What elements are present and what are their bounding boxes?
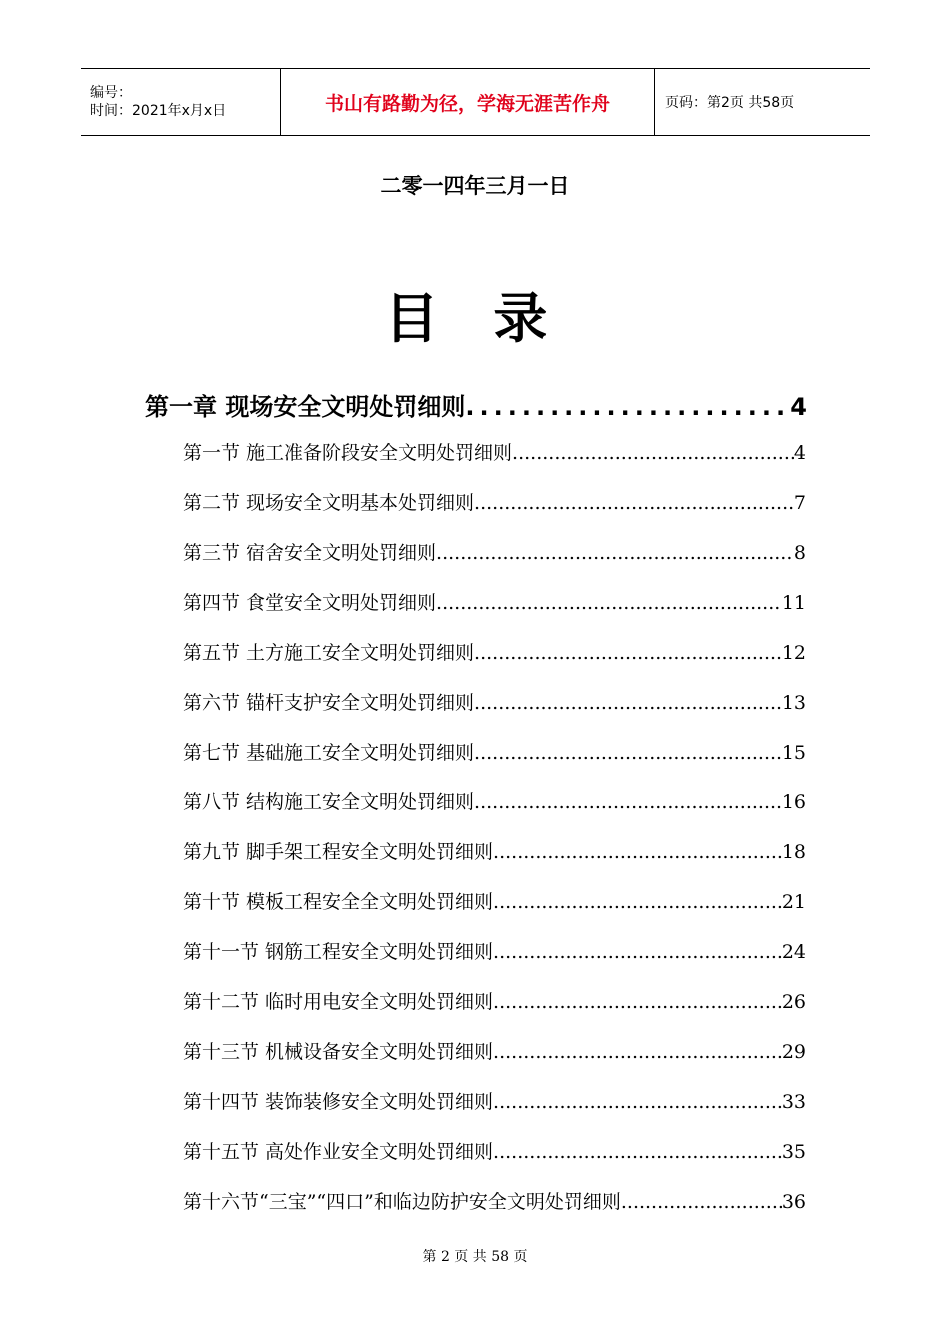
toc-section-page: 8 [793, 542, 806, 564]
toc-leader-dots [493, 1141, 782, 1163]
page-header [81, 68, 870, 136]
toc-section-page: 15 [781, 742, 806, 764]
toc-leader-dots [474, 642, 782, 664]
toc-section-entry[interactable] [183, 787, 806, 817]
toc-section-label: 第六节 锚杆支护安全文明处罚细则 [183, 692, 475, 714]
toc-leader-dots [493, 991, 782, 1013]
toc-section-label: 第五节 土方施工安全文明处罚细则 [183, 642, 475, 664]
toc-section-entry[interactable] [183, 688, 806, 718]
toc-section-label: 第二节 现场安全文明基本处罚细则 [183, 492, 475, 514]
toc-leader-dots [493, 1091, 782, 1113]
toc-section-label: 第十节 模板工程安全全文明处罚细则 [183, 891, 494, 913]
toc-leader-dots [474, 791, 782, 813]
toc-section-entry[interactable] [183, 488, 806, 518]
toc-section-entry[interactable] [183, 837, 806, 867]
toc-section-page: 36 [781, 1191, 806, 1213]
toc-section-page: 4 [793, 442, 806, 464]
toc-section-label: 第一节 施工准备阶段安全文明处罚细则 [183, 442, 513, 464]
toc-chapter-entry[interactable] [145, 387, 807, 425]
toc-section-label: 第十二节 临时用电安全文明处罚细则 [183, 991, 494, 1013]
document-date: 二零一四年三月一日 [380, 174, 570, 198]
toc-section-page: 11 [781, 592, 806, 614]
toc-chapter-label: 第一章 现场安全文明处罚细则 [145, 393, 466, 421]
toc-section-label: 第十一节 钢筋工程安全文明处罚细则 [183, 941, 494, 963]
toc-section-page: 13 [781, 692, 806, 714]
toc-section-label: 第七节 基础施工安全文明处罚细则 [183, 742, 475, 764]
toc-section-page: 12 [781, 642, 806, 664]
toc-section-label: 第十四节 装饰装修安全文明处罚细则 [183, 1091, 494, 1113]
toc-section-label: 第十三节 机械设备安全文明处罚细则 [183, 1041, 494, 1063]
toc-leader-dots [465, 393, 790, 421]
toc-leader-dots [493, 891, 782, 913]
toc-section-entry[interactable] [183, 538, 806, 568]
toc-section-page: 33 [781, 1091, 806, 1113]
toc-section-entry[interactable] [183, 987, 806, 1017]
number-label: 编号： [90, 85, 132, 101]
toc-section-label: 第八节 结构施工安全文明处罚细则 [183, 791, 475, 813]
toc-section-label: 第三节 宿舍安全文明处罚细则 [183, 542, 437, 564]
toc-section-entry[interactable] [183, 887, 806, 917]
toc-section-page: 21 [781, 891, 806, 913]
toc-section-entry[interactable] [183, 588, 806, 618]
toc-leader-dots [436, 542, 794, 564]
toc-leader-dots [474, 692, 782, 714]
toc-leader-dots [493, 1041, 782, 1063]
toc-section-label: 第九节 脚手架工程安全文明处罚细则 [183, 841, 494, 863]
toc-section-entry[interactable] [183, 738, 806, 768]
toc-title: 目 录 [384, 287, 566, 350]
toc-section-page: 35 [781, 1141, 806, 1163]
header-motto: 书山有路勤为径，学海无涯苦作舟 [281, 69, 655, 135]
toc-section-page: 29 [781, 1041, 806, 1063]
toc-leader-dots [621, 1191, 782, 1213]
toc-section-entry[interactable] [183, 937, 806, 967]
toc-section-page: 7 [793, 492, 806, 514]
toc-leader-dots [474, 492, 794, 514]
toc-section-label: 第四节 食堂安全文明处罚细则 [183, 592, 437, 614]
header-page-info: 页码：第2页 共58页 [665, 95, 795, 111]
toc-section-entry[interactable] [183, 438, 806, 468]
toc-section-label: 第十六节“三宝”“四口”和临边防护安全文明处罚细则 [183, 1191, 621, 1213]
toc-section-page: 18 [781, 841, 806, 863]
page-footer: 第 2 页 共 58 页 [422, 1249, 528, 1265]
toc-leader-dots [512, 442, 794, 464]
toc-section-page: 16 [781, 791, 806, 813]
toc-leader-dots [493, 841, 782, 863]
toc-leader-dots [474, 742, 782, 764]
toc-section-entry[interactable] [183, 1087, 806, 1117]
toc-section-page: 24 [781, 941, 806, 963]
toc-leader-dots [436, 592, 782, 614]
toc-chapter-page: 4 [790, 393, 807, 421]
header-meta [81, 69, 281, 135]
toc-leader-dots [493, 941, 782, 963]
toc-section-label: 第十五节 高处作业安全文明处罚细则 [183, 1141, 494, 1163]
toc-section-entry[interactable] [183, 1137, 806, 1167]
time-label: 时间：2021年x月x日 [90, 103, 227, 119]
toc-section-entry[interactable] [183, 638, 806, 668]
toc-section-entry[interactable] [183, 1187, 806, 1217]
toc-section-page: 26 [781, 991, 806, 1013]
toc-section-entry[interactable] [183, 1037, 806, 1067]
